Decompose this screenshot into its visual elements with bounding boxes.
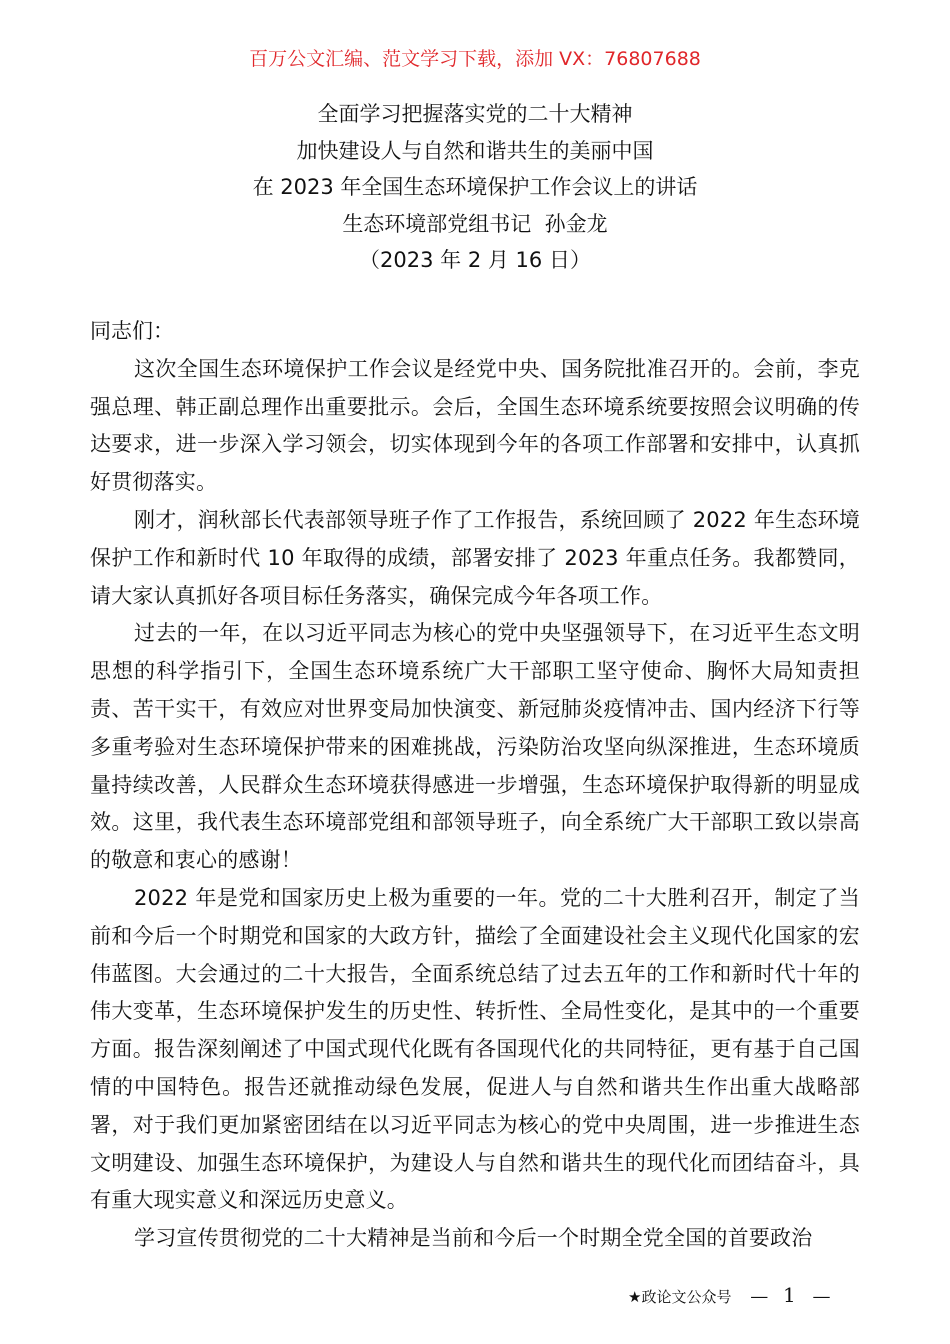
title-line-3: 在 2023 年全国生态环境保护工作会议上的讲话 [252,175,698,199]
date-line: （2023 年 2 月 16 日） [359,248,591,272]
title-line-2: 加快建设人与自然和谐共生的美丽中国 [296,138,654,163]
title-line-1: 全面学习把握落实党的二十大精神 [317,102,633,126]
speaker-line: 生态环境部党组书记 孙金龙 [342,211,608,236]
paragraph: 刚才，润秋部长代表部领导班子作了工作报告，系统回顾了 2022 年生态环境保护工作和新时代 10 年取得的成绩，部署安排了 2023 年重点任务。我都赞同，请大家认真抓好各项目标任务落实，确保完成今年各项工作。 [90,507,860,608]
salutation: 同志们： [90,319,174,343]
footer-dash-right: — [812,1286,831,1307]
footer-dash-left: — [750,1286,769,1307]
footer-source-label: ★政论文公众号 [628,1288,732,1306]
watermark-banner: 百万公文汇编、范文学习下载，添加 VX：76807688 [249,48,701,70]
paragraph: 2022 年是党和国家历史上极为重要的一年。党的二十大胜利召开，制定了当前和今后一个时期党和国家的大政方针，描绘了全面建设社会主义现代化国家的宏伟蓝图。大会通过的二十大报告，全面系统总结了过去五年的工作和新时代十年的伟大变革，生态环境保护发生的历史性、转折性、全局性变化，是其中的一个重要方面。报告深刻阐述了中国式现代化既有各国现代化的共同特征，更有基于自己国情的中国特色。报告还就推动绿色发展，促进人与自然和谐共生作出重大战略部署，对于我们更加紧密团结在以习近平同志为核心的党中央周围，进一步推进生态文明建设、加强生态环境保护，为建设人与自然和谐共生的现代化而团结奋斗，具有重大现实意义和深远历史意义。 [90,885,860,1213]
document-title-block [0,96,950,279]
paragraph: 过去的一年，在以习近平同志为核心的党中央坚强领导下，在习近平生态文明思想的科学指引下，全国生态环境系统广大干部职工坚守使命、胸怀大局知责担责、苦干实干，有效应对世界变局加快演变、新冠肺炎疫情冲击、国内经济下行等多重考验对生态环境保护带来的困难挑战，污染防治攻坚向纵深推进，生态环境质量持续改善，人民群众生态环境获得感进一步增强，生态环境保护取得新的明显成效。这里，我代表生态环境部党组和部领导班子，向全系统广大干部职工致以崇高的敬意和衷心的感谢！ [90,621,860,873]
paragraph: 学习宣传贯彻党的二十大精神是当前和今后一个时期全党全国的首要政治 [134,1226,813,1251]
paragraph: 这次全国生态环境保护工作会议是经党中央、国务院批准召开的。会前，李克强总理、韩正副总理作出重要批示。会后，全国生态环境系统要按照会议明确的传达要求，进一步深入学习领会，切实体现到今年的各项工作部署和安排中，认真抓好贯彻落实。 [90,356,860,495]
document-body [90,313,860,1258]
page-footer [628,1281,831,1311]
page-number: 1 [783,1283,796,1307]
